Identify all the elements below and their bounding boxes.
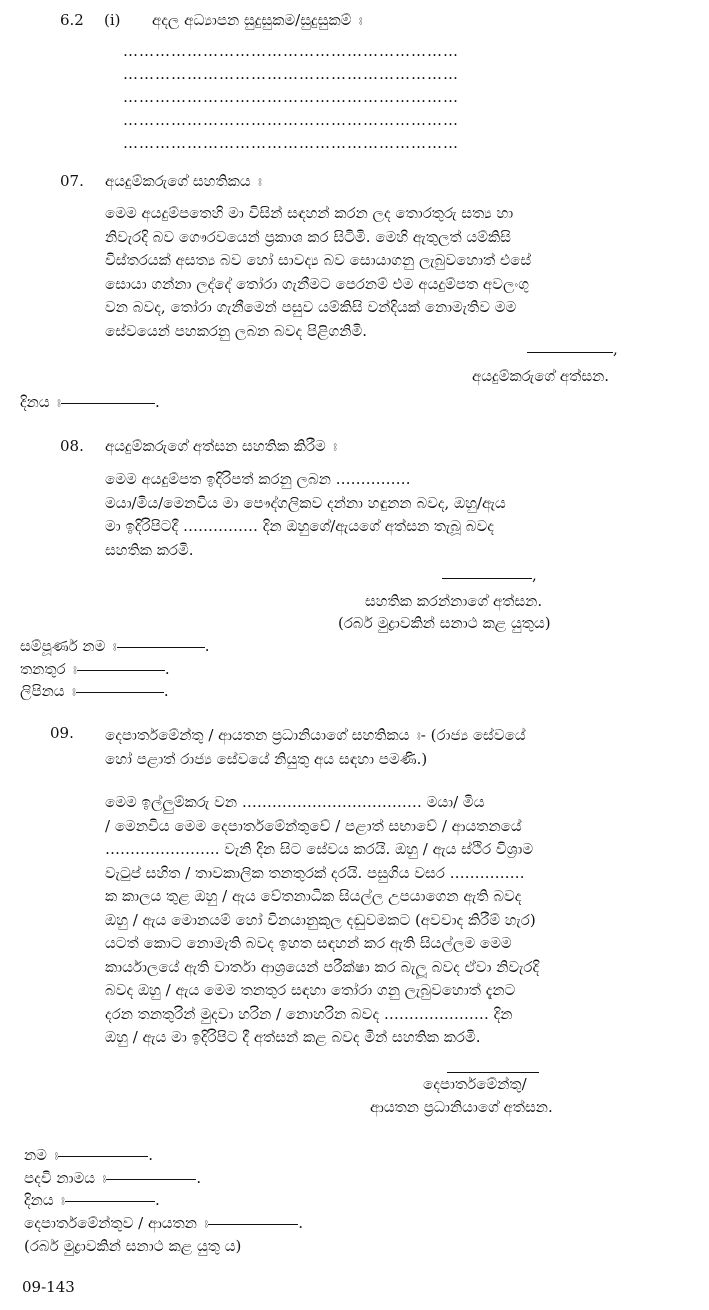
field-label: නම ඃ [24, 1146, 59, 1164]
signature-comma: , [532, 566, 537, 584]
section-6-2-subnumber: (i) [104, 11, 121, 29]
section-08-number: 08. [60, 437, 84, 455]
position-field [20, 660, 170, 678]
declaration-line: විස්තරයක් අසත්‍ය බව හෝ සාවද්‍ය බව සොයාගනු ලැබුවහොත් එසේ [105, 251, 532, 269]
applicant-signature-line[interactable] [527, 352, 613, 353]
full-name-field [20, 637, 209, 655]
name-field [24, 1146, 153, 1164]
date-label: දිනය ඃ [20, 393, 61, 411]
declaration-line: නිවැරදි බව ගෞරවයෙන් ප්‍රකාශ කර සිටිමි. මෙහි ඇතුලත් යම්කිසි [105, 227, 511, 246]
field-end: . [154, 393, 160, 411]
section-07-title: අයදුම්කරුගේ සහතිකය ඃ [105, 172, 262, 190]
field-label: තනතුර ඃ [20, 660, 77, 678]
certifier-stamp-note: (රබර් මුද්‍රාවකින් සනාථ කළ යුතුය) [338, 614, 551, 632]
dotted-line: ……………………………………………………… [123, 111, 459, 129]
head-signature-label-2: ආයතන ප්‍රධානියාගේ අත්සන. [370, 1098, 553, 1116]
certification-line: මෙම අයදුම්පත ඉදිරිපත් කරනු ලබන …………… [105, 470, 411, 488]
section-6-2-label: අදල අධ්‍යාපන සුදුසුකම/සුදුසුකම් ඃ [152, 11, 363, 29]
signature-certification-text [105, 468, 683, 562]
declaration-line: මෙම අයදුම්පතෙහි මා විසින් සඳහන් කරන ලද තොරතුරු සත්‍ය හා [105, 204, 514, 222]
head-certification-line: බවද ඔහු / ඇය මෙම තනතුර සඳහා තෝරා ගනු ලැබුවහොත් දැනට [105, 981, 516, 999]
form-code: 09-143 [22, 1278, 75, 1296]
head-date-blank-line[interactable] [65, 1201, 155, 1202]
declaration-line: සොයා ගන්නා ලද්දේ තෝරා ගැනීමට පෙරනම් එම අයදුම්පත අවලංගු [105, 274, 529, 293]
field-label: දිනය ඃ [24, 1191, 65, 1209]
field-end: . [154, 1191, 160, 1209]
full-name-blank-line[interactable] [117, 647, 205, 648]
certification-line: සහතික කරමි. [105, 540, 194, 559]
applicant-signature-label: අයදුම්කරුගේ අත්සන. [472, 367, 610, 385]
head-certification-line: ………………….. වැනි දින සිට සේවය කරයි. ඔහු / ඇය ස්ථිර විශ්‍රාම [105, 840, 534, 858]
head-signature-label-1: දෙපාර්තමේන්තු/ [423, 1075, 527, 1093]
date-blank-line[interactable] [61, 403, 155, 404]
department-field [24, 1214, 303, 1232]
section-08-title: අයදුම්කරුගේ අත්සන සහතික කිරීම ඃ [105, 437, 338, 455]
designation-blank-line[interactable] [106, 1179, 196, 1180]
head-certification-line: යටත් කොට නොමැති බවද ඉහත සඳහන් කර ඇති සියල්ලම මෙම [105, 934, 512, 952]
head-certification-line: වැටුප් සහිත / තාවකාලික තනතුරක් දරයි. පසුගිය වසර …………… [105, 863, 525, 882]
department-blank-line[interactable] [208, 1224, 298, 1225]
certification-line: මා ඉදිරිපිටදී …………… දින ඔහුගේ/ඇයගේ අත්සන තැබූ බවද [105, 517, 494, 535]
declaration-line: වන බවද, තෝරා ගැනීමෙන් පසුව යම්කිසි වන්දියක් නොමැතිව මම [105, 298, 517, 316]
section-09-title [105, 724, 683, 771]
head-date-field [24, 1191, 160, 1209]
field-label: ලිපිනය ඃ [20, 682, 76, 700]
declaration-line: සේවයෙන් පහකරනු ලබන බවද පිළිගනිමි. [105, 321, 367, 340]
head-certification-text [105, 791, 683, 1050]
certification-line: මයා/මිය/මෙනවිය මා පෞද්ගලිකව දන්නා හඳුනන බවද, ඔහු/ඇය [105, 493, 506, 512]
head-signature-line[interactable] [447, 1072, 539, 1073]
head-certification-line: ඔහු / ඇය මොනයම් හෝ විනයානුකූල දඬුවමකට (අවවාද කිරීම් හැර) [105, 910, 536, 929]
head-certification-line: / මෙනවිය මෙම දෙපාර්තමේන්තුවේ / පළාත් සභාවේ / ආයතනයේ [105, 816, 522, 835]
field-end: . [204, 637, 210, 655]
certifier-signature-label: සහතික කරන්නාගේ අත්සන. [365, 592, 543, 610]
certifier-signature-line[interactable] [442, 578, 532, 579]
signature-comma: , [613, 340, 618, 358]
dotted-line: ……………………………………………………… [123, 88, 459, 106]
section-09-number: 09. [50, 724, 74, 742]
field-end: . [164, 660, 170, 678]
head-certification-line: ඔහු / ඇය මා ඉදිරිපිට දී අත්සන් කළ බවද මින් සහතික කරමි. [105, 1028, 481, 1046]
field-label: සම්පූර්ණ නම ඃ [20, 637, 117, 655]
name-blank-line[interactable] [58, 1156, 148, 1157]
applicant-declaration-text [105, 202, 683, 343]
dotted-line: ……………………………………………………… [123, 134, 459, 152]
address-blank-line[interactable] [76, 692, 164, 693]
designation-field [24, 1169, 201, 1187]
field-label: දෙපාර්තමේන්තුව / ආයතන ඃ [24, 1214, 209, 1232]
address-field [20, 682, 169, 700]
dotted-line: ……………………………………………………… [123, 42, 459, 60]
head-stamp-note: (රබර් මුද්‍රාවකින් සනාථ කළ යුතු ය) [24, 1237, 242, 1255]
head-certification-line: ක කාලය තුළ ඔහු / ඇය වේතනාධික සියල්ල උපයාගෙන ඇති බවද [105, 887, 522, 905]
section-09-title-line: හෝ පළාත් රාජ්‍ය සේවයේ නියුතු අය සඳහා පමණි.) [105, 749, 428, 768]
date-field [20, 393, 160, 411]
position-blank-line[interactable] [77, 670, 165, 671]
field-end: . [163, 682, 169, 700]
field-end: . [298, 1214, 304, 1232]
head-certification-line: කාර්යාලයේ ඇති වාර්තා ආශ්‍රයෙන් පරීක්ෂා කර බැලූ බවද ඒවා නිවැරදි [105, 957, 540, 976]
section-07-number: 07. [60, 172, 84, 190]
section-09-title-line: දෙපාර්තමේන්තු / ආයතන ප්‍රධානියාගේ සහතිකය ඃ- (රාජ්‍ය සේවයේ [105, 726, 526, 744]
field-end: . [196, 1169, 202, 1187]
head-certification-line: මෙම ඉල්ලුම්කරු වන ……………………………… මයා/ මිය [105, 793, 485, 811]
field-end: . [148, 1146, 154, 1164]
head-certification-line: දරන තනතුරින් මුදවා හරින / නොහරින බවද ………………… දින [105, 1004, 513, 1023]
dotted-line: ……………………………………………………… [123, 65, 459, 83]
section-6-2-number: 6.2 [60, 11, 84, 29]
field-label: පදවි නාමය ඃ [24, 1169, 107, 1187]
